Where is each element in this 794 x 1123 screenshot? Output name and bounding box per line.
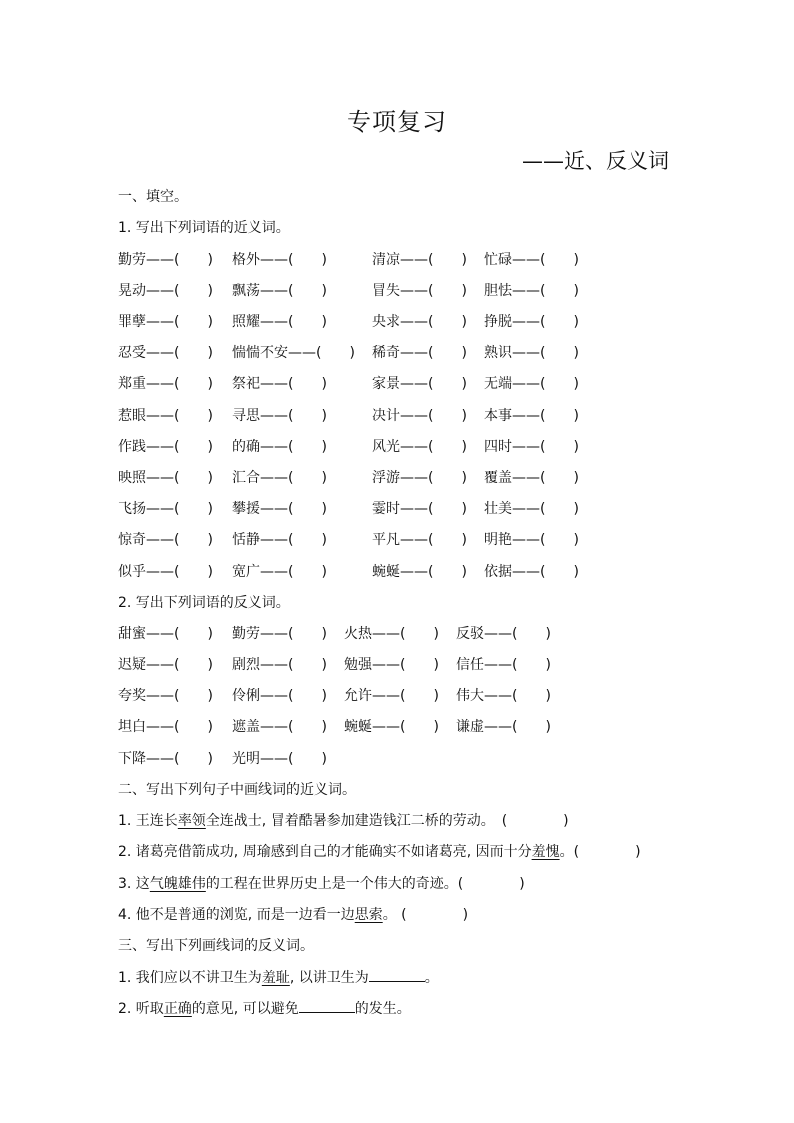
synonym-item: 央求——( ) [372,314,467,330]
antonym-item: 伟大——( ) [456,688,551,704]
antonym-item: 下降——( ) [118,751,213,767]
antonym-item: 蜿蜒——( ) [344,719,439,735]
synonym-item: 攀援——( ) [232,501,327,517]
sentence-text: 2. 诸葛亮借箭成功, 周瑜感到自己的才能确实不如诸葛亮, 因而十分 [118,844,532,860]
sentence-text: 的意见, 可以避免 [191,1001,299,1017]
antonym-item: 夸奖——( ) [118,688,213,704]
answer-blank[interactable] [369,967,425,982]
synonym-item: 飘荡——( ) [232,283,327,299]
page-subtitle: ——近、反义词 [522,149,669,173]
antonym-item: 伶俐——( ) [232,688,327,704]
antonym-item: 迟疑——( ) [118,657,213,673]
sentence-text: 4. 他不是普通的浏览, 而是一边看一边 [118,907,355,923]
synonym-item: 汇合——( ) [232,470,327,486]
sentence-text: 3. 这 [118,876,150,892]
sentence-text: 。( ) [559,844,641,860]
underlined-word: 率领 [177,813,206,829]
synonym-item: 宽广——( ) [232,564,327,580]
synonym-item: 浮游——( ) [372,470,467,486]
section2-item-4 [118,904,468,924]
synonym-item: 依据——( ) [484,564,579,580]
underlined-word: 思索 [354,907,383,923]
section2-item-2 [118,841,641,861]
synonym-item: 风光——( ) [372,439,467,455]
synonym-item: 挣脱——( ) [484,314,579,330]
synonym-item: 稀奇——( ) [372,345,467,361]
synonym-item: 明艳——( ) [484,532,579,548]
synonym-item: 胆怯——( ) [484,283,579,299]
antonym-item: 坦白——( ) [118,719,213,735]
answer-blank[interactable] [299,998,355,1013]
synonym-item: 晃动——( ) [118,283,213,299]
synonym-item: 惊奇——( ) [118,532,213,548]
synonym-item: 熟识——( ) [484,345,579,361]
synonym-item: 罪孽——( ) [118,314,213,330]
synonym-item: 飞扬——( ) [118,501,213,517]
q1-heading: 1. 写出下列词语的近义词。 [118,220,290,236]
section3-item-2 [118,998,411,1018]
underlined-word: 气魄雄伟 [149,876,206,892]
synonym-item: 郑重——( ) [118,376,213,392]
antonym-item: 火热——( ) [344,626,439,642]
antonym-item: 勤劳——( ) [232,626,327,642]
synonym-item: 决计——( ) [372,408,467,424]
synonym-item: 覆盖——( ) [484,470,579,486]
synonym-item: 壮美——( ) [484,501,579,517]
synonym-item: 照耀——( ) [232,314,327,330]
sentence-text: 2. 听取 [118,1001,164,1017]
synonym-item: 霎时——( ) [372,501,467,517]
antonym-item: 谦虚——( ) [456,719,551,735]
q2-heading: 2. 写出下列词语的反义词。 [118,595,290,611]
synonym-item: 平凡——( ) [372,532,467,548]
sentence-text: 1. 王连长 [118,813,178,829]
synonym-item: 冒失——( ) [372,283,467,299]
section3-item-1 [118,967,439,987]
page-title: 专项复习 [347,108,447,136]
sentence-text: , 以讲卫生为 [289,970,369,986]
section3-heading: 三、写出下列画线词的反义词。 [118,938,314,954]
antonym-item: 剧烈——( ) [232,657,327,673]
synonym-item: 勤劳——( ) [118,252,213,268]
synonym-item: 映照——( ) [118,470,213,486]
synonym-item: 无端——( ) [484,376,579,392]
section2-item-1 [118,810,569,830]
underlined-word: 羞耻 [261,970,290,986]
section2-heading: 二、写出下列句子中画线词的近义词。 [118,782,356,798]
antonym-item: 反驳——( ) [456,626,551,642]
antonym-item: 甜蜜——( ) [118,626,213,642]
synonym-item: 似乎——( ) [118,564,213,580]
synonym-item: 祭祀——( ) [232,376,327,392]
synonym-item: 清凉——( ) [372,252,467,268]
section2-item-3 [118,873,525,893]
underlined-word: 羞愧 [531,844,560,860]
sentence-text: 1. 我们应以不讲卫生为 [118,970,262,986]
synonym-item: 寻思——( ) [232,408,327,424]
synonym-item: 蜿蜒——( ) [372,564,467,580]
sentence-text: 。 ( ) [382,907,469,923]
antonym-item: 允许——( ) [344,688,439,704]
sentence-text: 全连战士, 冒着酷暑参加建造钱江二桥的劳动。 ( ) [205,813,569,829]
synonym-item: 作践——( ) [118,439,213,455]
synonym-item: 格外——( ) [232,252,327,268]
sentence-text: 。 [424,970,439,986]
synonym-item: 忍受——( ) [118,345,213,361]
antonym-item: 勉强——( ) [344,657,439,673]
antonym-item: 光明——( ) [232,751,327,767]
synonym-item: 忙碌——( ) [484,252,579,268]
sentence-text: 的发生。 [354,1001,411,1017]
synonym-item: 本事——( ) [484,408,579,424]
synonym-item: 恬静——( ) [232,532,327,548]
underlined-word: 正确 [163,1001,192,1017]
sentence-text: 的工程在世界历史上是一个伟大的奇迹。( ) [205,876,525,892]
antonym-item: 遮盖——( ) [232,719,327,735]
synonym-item: 惹眼——( ) [118,408,213,424]
antonym-item: 信任——( ) [456,657,551,673]
section1-heading: 一、填空。 [118,189,188,205]
synonym-item: 四时——( ) [484,439,579,455]
synonym-item: 惴惴不安——( ) [232,345,355,361]
synonym-item: 的确——( ) [232,439,327,455]
synonym-item: 家景——( ) [372,376,467,392]
